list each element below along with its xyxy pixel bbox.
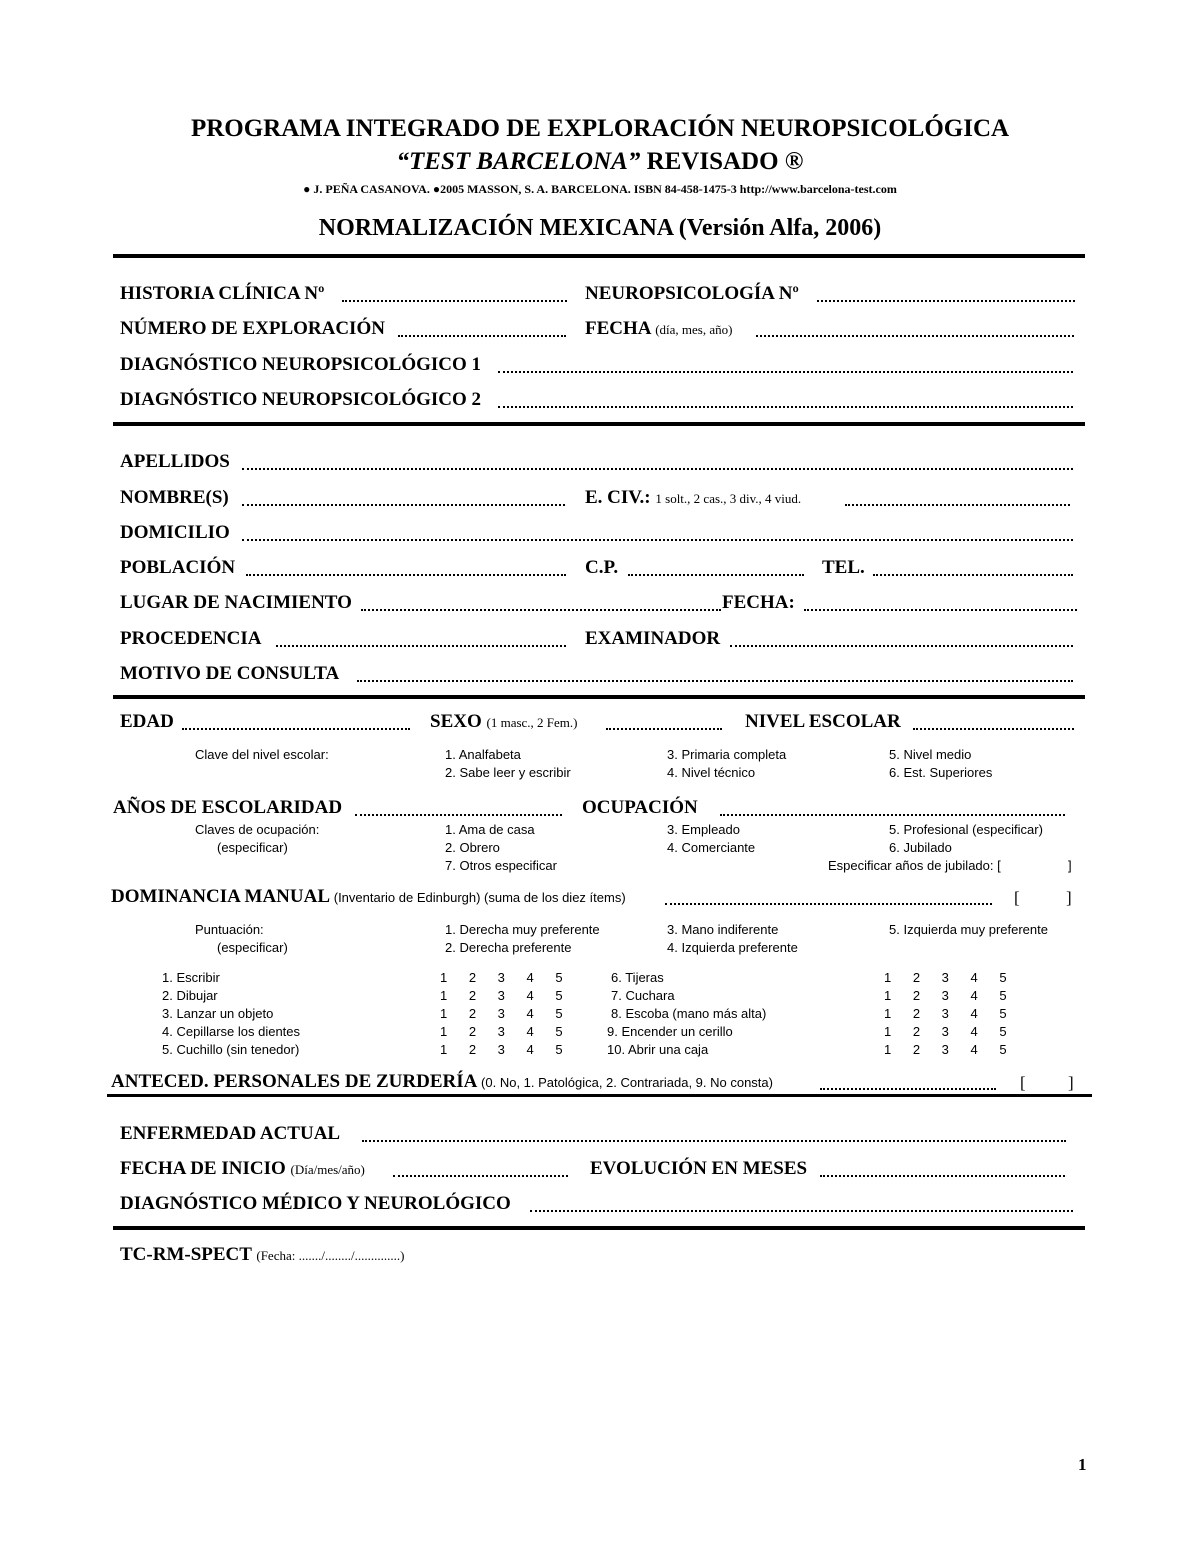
puntuacion-option: 3. Mano indiferente [667,922,779,937]
dominancia-text: DOMINANCIA MANUAL [111,886,329,907]
lugar-nacimiento-field[interactable] [361,609,721,611]
zurderia-bracket-close: ] [1068,1073,1074,1092]
revisado-text: REVISADO ® [640,148,804,175]
form-subtitle: NORMALIZACIÓN MEXICANA (Versión Alfa, 2006) [318,215,882,241]
dominancia-bracket-close: ] [1066,888,1072,907]
edinburgh-item: 10. Abrir una caja [607,1042,709,1057]
edinburgh-item: 4. Cepillarse los dientes [162,1024,301,1039]
poblacion-label: POBLACIÓN [120,557,236,578]
domicilio-label: DOMICILIO [120,522,230,543]
bullet-icon: ● [432,182,441,196]
neuropsicologia-label: NEUROPSICOLOGÍA Nº [585,283,799,304]
ocupacion-label: OCUPACIÓN [582,797,698,818]
eciv-field[interactable] [845,504,1070,506]
procedencia-field[interactable] [276,645,566,647]
examinador-field[interactable] [730,645,1073,647]
fecha-inicio-label [120,1158,365,1180]
nivel-option: 5. Nivel medio [889,747,972,762]
eciv-text: E. CIV.: [585,487,651,508]
numero-exploracion-field[interactable] [398,335,566,337]
sexo-field[interactable] [606,728,722,730]
examinador-label: EXAMINADOR [585,628,721,649]
procedencia-label: PROCEDENCIA [120,628,262,649]
test-name: “TEST BARCELONA” [396,148,641,175]
diag-medico-field[interactable] [530,1210,1073,1212]
score-scale[interactable]: 1 2 3 4 5 [884,970,1016,985]
edinburgh-item: 8. Escoba (mano más alta) [611,1006,767,1021]
section-divider [113,254,1085,258]
puntuacion-option: 5. Izquierda muy preferente [889,922,1048,937]
edinburgh-item: 2. Dibujar [162,988,218,1003]
nivel-option: 3. Primaria completa [667,747,787,762]
evolucion-field[interactable] [820,1175,1065,1177]
score-scale[interactable]: 1 2 3 4 5 [884,988,1016,1003]
fecha-inicio-field[interactable] [393,1175,568,1177]
fecha-label [585,318,732,340]
especificar-label: (especificar) [217,940,288,955]
edad-field[interactable] [182,728,410,730]
form-title: PROGRAMA INTEGRADO DE EXPLORACIÓN NEUROPSICOLÓGICA [190,115,1010,142]
eciv-hint: 1 solt., 2 cas., 3 div., 4 viud. [655,491,802,506]
ocupacion-option: 7. Otros especificar [445,858,557,873]
puntuacion-option: 4. Izquierda preferente [667,940,798,955]
score-scale[interactable]: 1 2 3 4 5 [884,1042,1016,1057]
score-scale[interactable]: 1 2 3 4 5 [440,1006,572,1021]
jubilado-bracket-close: ] [1068,858,1072,873]
motivo-label: MOTIVO DE CONSULTA [120,663,340,684]
eciv-label [585,487,801,509]
diag1-label: DIAGNÓSTICO NEUROPSICOLÓGICO 1 [120,354,482,375]
nivel-escolar-label: NIVEL ESCOLAR [745,711,901,732]
zurderia-bracket-open: [ [1020,1073,1026,1092]
cp-field[interactable] [628,574,804,576]
diag2-field[interactable] [498,406,1073,408]
edinburgh-item: 5. Cuchillo (sin tenedor) [162,1042,300,1057]
section-divider [107,1094,1092,1097]
edinburgh-item: 3. Lanzar un objeto [162,1006,274,1021]
section-divider [113,1226,1085,1230]
apellidos-field[interactable] [242,468,1073,470]
tc-text: TC-RM-SPECT [120,1244,252,1265]
edinburgh-item: 6. Tijeras [611,970,664,985]
nombres-field[interactable] [242,504,565,506]
apellidos-label: APELLIDOS [120,451,230,472]
ocupacion-option: 6. Jubilado [889,840,952,855]
numero-exploracion-label: NÚMERO DE EXPLORACIÓN [120,318,385,339]
nivel-escolar-field[interactable] [913,728,1074,730]
score-scale[interactable]: 1 2 3 4 5 [440,988,572,1003]
puntuacion-option: 2. Derecha preferente [445,940,572,955]
diag-medico-label: DIAGNÓSTICO MÉDICO Y NEUROLÓGICO [120,1193,511,1214]
section-divider [113,695,1085,699]
motivo-field[interactable] [357,680,1073,682]
dominancia-label [111,886,626,908]
dominancia-bracket-open: [ [1014,888,1020,907]
dominancia-hint: (Inventario de Edinburgh) (suma de los diez ítems) [333,890,626,905]
historia-label: HISTORIA CLÍNICA Nº [120,283,325,304]
zurderia-label [111,1071,773,1093]
neuropsicologia-field[interactable] [817,300,1075,302]
tel-label: TEL. [822,557,865,578]
poblacion-field[interactable] [246,574,566,576]
puntuacion-option: 1. Derecha muy preferente [445,922,600,937]
fecha-text: FECHA [585,318,651,339]
ocupacion-field[interactable] [720,814,1065,816]
tc-label [120,1244,404,1266]
nivel-option: 1. Analfabeta [445,747,521,762]
especificar-label: (especificar) [217,840,288,855]
fecha-inicio-text: FECHA DE INICIO [120,1158,286,1179]
enfermedad-actual-label: ENFERMEDAD ACTUAL [120,1123,341,1144]
section-divider [113,422,1085,426]
ocupacion-option: 2. Obrero [445,840,500,855]
diag2-label: DIAGNÓSTICO NEUROPSICOLÓGICO 2 [120,389,482,410]
fecha-inicio-hint: (Día/mes/año) [290,1162,365,1177]
score-scale[interactable]: 1 2 3 4 5 [884,1024,1016,1039]
zurderia-field[interactable] [820,1088,996,1090]
dominancia-field[interactable] [665,903,992,905]
lugar-nacimiento-label: LUGAR DE NACIMIENTO [120,592,352,613]
fecha-nacimiento-field[interactable] [804,609,1077,611]
anos-escolaridad-field[interactable] [355,814,562,816]
ocupacion-option: 1. Ama de casa [445,822,535,837]
domicilio-field[interactable] [242,539,1073,541]
cp-label: C.P. [585,557,619,578]
ocupacion-option: 5. Profesional (especificar) [889,822,1043,837]
tc-hint[interactable]: (Fecha: ......./......../..............) [256,1248,405,1263]
score-scale[interactable]: 1 2 3 4 5 [884,1006,1016,1021]
credits-line [0,182,1200,197]
credits-publisher: 2005 MASSON, S. A. BARCELONA. ISBN 84-458-1475-3 http://www.barcelona-test.com [440,182,897,196]
sexo-label [430,711,577,733]
nivel-option: 4. Nivel técnico [667,765,756,780]
enfermedad-actual-field[interactable] [362,1140,1066,1142]
historia-field[interactable] [342,300,567,302]
score-scale[interactable]: 1 2 3 4 5 [440,1042,572,1057]
puntuacion-label: Puntuación: [195,922,264,937]
nivel-option: 6. Est. Superiores [889,765,993,780]
ocupacion-option: 3. Empleado [667,822,740,837]
fecha-nacimiento-label: FECHA: [722,592,795,613]
edad-label: EDAD [120,711,174,732]
score-scale[interactable]: 1 2 3 4 5 [440,970,572,985]
zurderia-hint: (0. No, 1. Patológica, 2. Contrariada, 9. No consta) [481,1075,773,1090]
diag1-field[interactable] [498,371,1073,373]
clave-nivel-label: Clave del nivel escolar: [195,747,329,762]
ocupacion-option: 4. Comerciante [667,840,756,855]
bullet-icon: ● [303,182,311,196]
score-scale[interactable]: 1 2 3 4 5 [440,1024,572,1039]
claves-ocupacion-label: Claves de ocupación: [195,822,320,837]
anos-escolaridad-label: AÑOS DE ESCOLARIDAD [113,797,343,818]
evolucion-label: EVOLUCIÓN EN MESES [590,1158,808,1179]
tel-field[interactable] [873,574,1073,576]
edinburgh-item: 9. Encender un cerillo [607,1024,733,1039]
jubilado-label: Especificar años de jubilado: [ [828,858,1001,873]
form-title-line2 [0,148,1200,176]
page-number: 1 [1078,1455,1087,1474]
credits-author: J. PEÑA CASANOVA. [313,182,430,196]
edinburgh-item: 7. Cuchara [611,988,675,1003]
fecha-field[interactable] [756,335,1074,337]
nivel-option: 2. Sabe leer y escribir [445,765,571,780]
fecha-hint: (día, mes, año) [655,322,733,337]
sexo-text: SEXO [430,711,482,732]
nombres-label: NOMBRE(S) [120,487,229,508]
sexo-hint: (1 masc., 2 Fem.) [486,715,578,730]
edinburgh-item: 1. Escribir [162,970,220,985]
zurderia-text: ANTECED. PERSONALES DE ZURDERÍA [111,1071,477,1092]
